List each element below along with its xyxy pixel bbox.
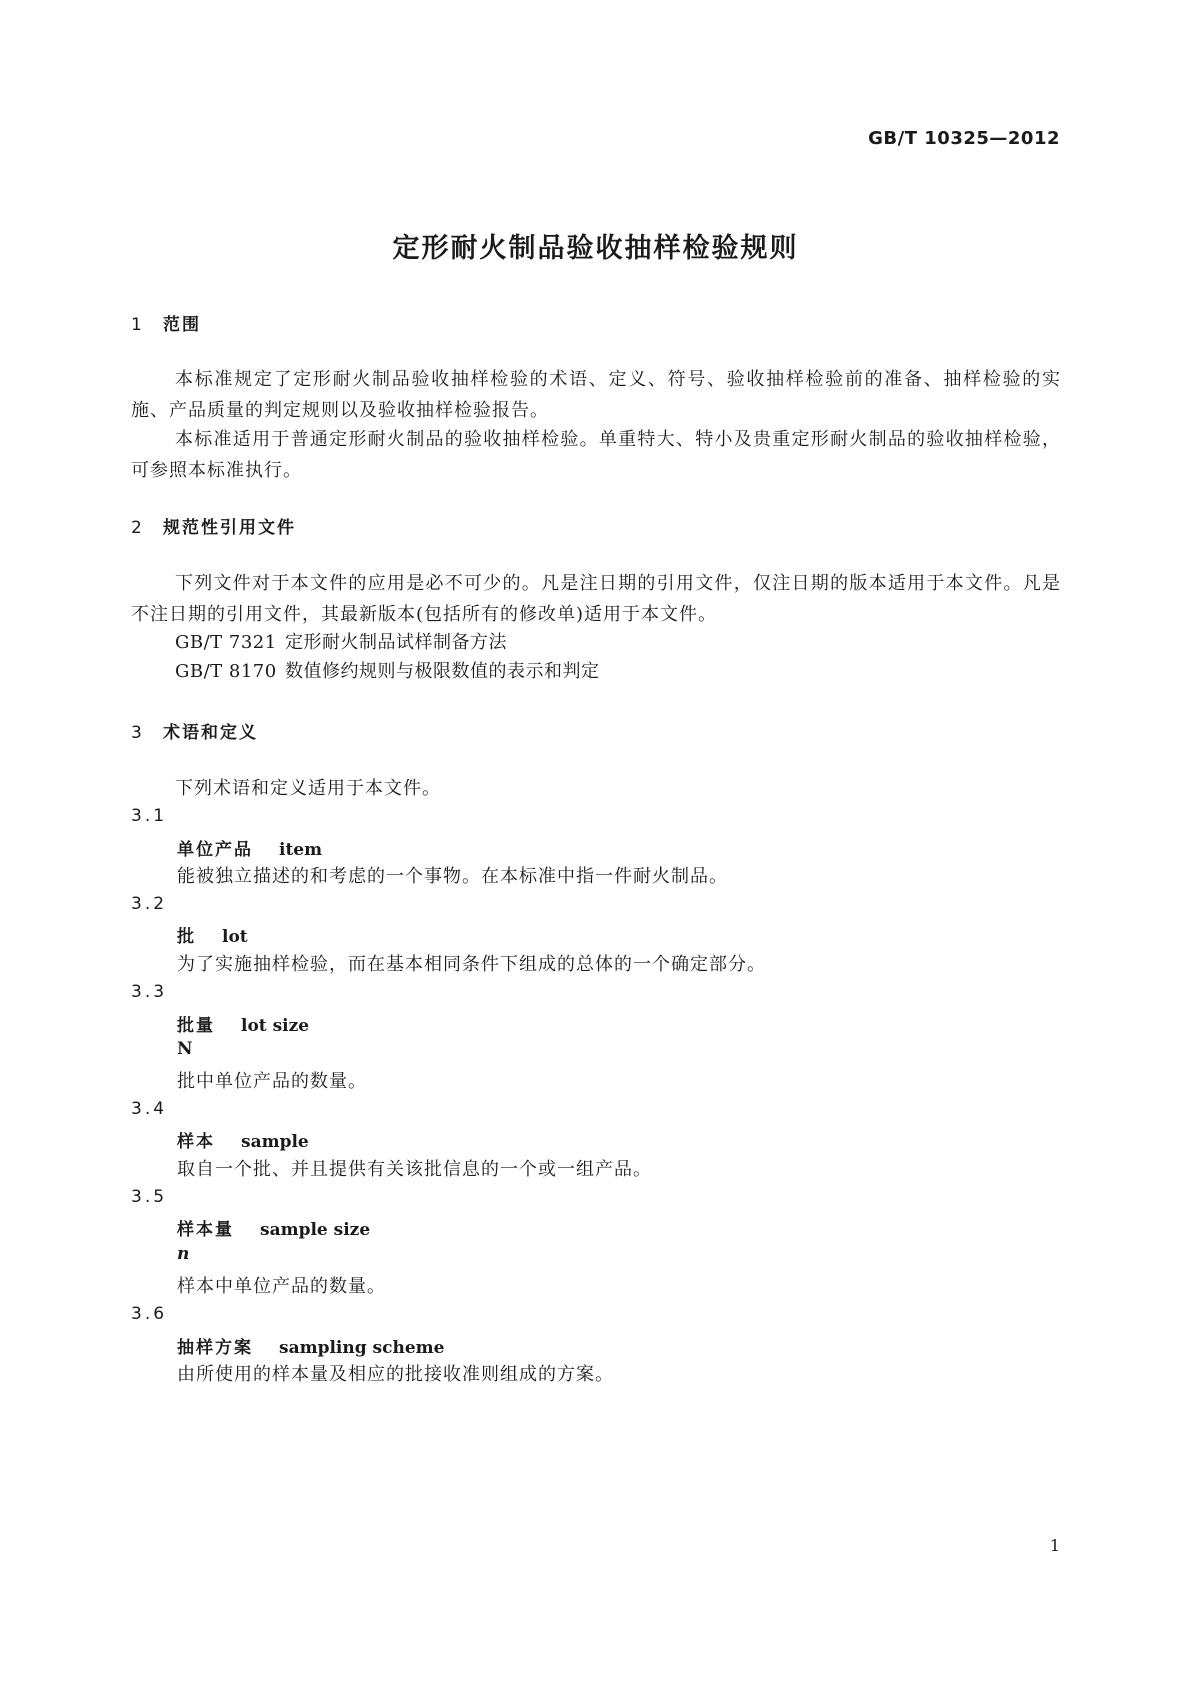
term-en: sample [241,1132,309,1152]
clause-number: 3.5 [131,1187,168,1207]
reference-title: 定形耐火制品试样制备方法 [285,632,507,653]
term-symbol: N [177,1039,193,1059]
section-1-paragraph-2: 本标准适用于普通定形耐火制品的验收抽样检验。单重特大、特小及贵重定形耐火制品的验收抽样检验，可参照本标准执行。 [131,429,1061,481]
term-zh: 样本 [177,1132,215,1152]
reference-item [175,657,600,683]
section-2-number: 2 [131,518,144,538]
standard-code: GB/T 10325—2012 [868,128,1060,149]
clause-number: 3.4 [131,1099,168,1119]
reference-code: GB/T 8170 [175,661,277,682]
term-zh: 单位产品 [177,840,253,860]
term-zh: 抽样方案 [177,1338,253,1358]
term-definition: 能被独立描述的和考虑的一个事物。在本标准中指一件耐火制品。 [177,866,728,887]
term-definition: 由所使用的样本量及相应的批接收准则组成的方案。 [177,1364,614,1385]
term-symbol: n [177,1244,190,1264]
term-zh: 批 [177,927,196,947]
section-3-title: 术语和定义 [163,723,258,743]
section-1-heading [131,310,201,335]
clause-number: 3.6 [131,1304,168,1324]
section-3-intro: 下列术语和定义适用于本文件。 [175,778,441,799]
section-3-number: 3 [131,723,144,743]
term-en: sample size [260,1220,371,1240]
term-heading [177,1127,309,1152]
term-heading [177,1333,444,1358]
clause-number: 3.1 [131,806,168,826]
term-en: lot size [241,1016,310,1036]
term-definition: 批中单位产品的数量。 [177,1071,367,1092]
clause-number: 3.2 [131,894,168,914]
section-3-heading [131,718,258,743]
document-title: 定形耐火制品验收抽样检验规则 [392,233,799,264]
term-en: lot [222,927,248,947]
term-heading [177,1011,309,1036]
section-1-number: 1 [131,315,144,335]
section-2-paragraph-1: 下列文件对于本文件的应用是必不可少的。凡是注日期的引用文件，仅注日期的版本适用于本文件。凡是不注日期的引用文件，其最新版本(包括所有的修改单)适用于本文件。 [131,573,1061,625]
reference-item [175,628,507,654]
term-zh: 样本量 [177,1220,234,1240]
term-definition: 为了实施抽样检验，而在基本相同条件下组成的总体的一个确定部分。 [177,954,766,975]
reference-title: 数值修约规则与极限数值的表示和判定 [285,661,600,682]
section-2-title: 规范性引用文件 [163,518,296,538]
clause-number: 3.3 [131,982,168,1002]
page-number: 1 [1049,1536,1060,1555]
term-en: item [279,840,323,860]
term-definition: 样本中单位产品的数量。 [177,1276,386,1297]
term-heading [177,922,248,947]
term-heading [177,1215,370,1240]
term-definition: 取自一个批、并且提供有关该批信息的一个或一组产品。 [177,1159,652,1180]
section-1-title: 范围 [163,315,201,335]
section-2-heading [131,513,296,538]
section-1-paragraph-1: 本标准规定了定形耐火制品验收抽样检验的术语、定义、符号、验收抽样检验前的准备、抽样检验的实施、产品质量的判定规则以及验收抽样检验报告。 [131,369,1061,421]
reference-code: GB/T 7321 [175,632,277,653]
term-en: sampling scheme [279,1338,445,1358]
term-zh: 批量 [177,1016,215,1036]
term-heading [177,835,322,860]
